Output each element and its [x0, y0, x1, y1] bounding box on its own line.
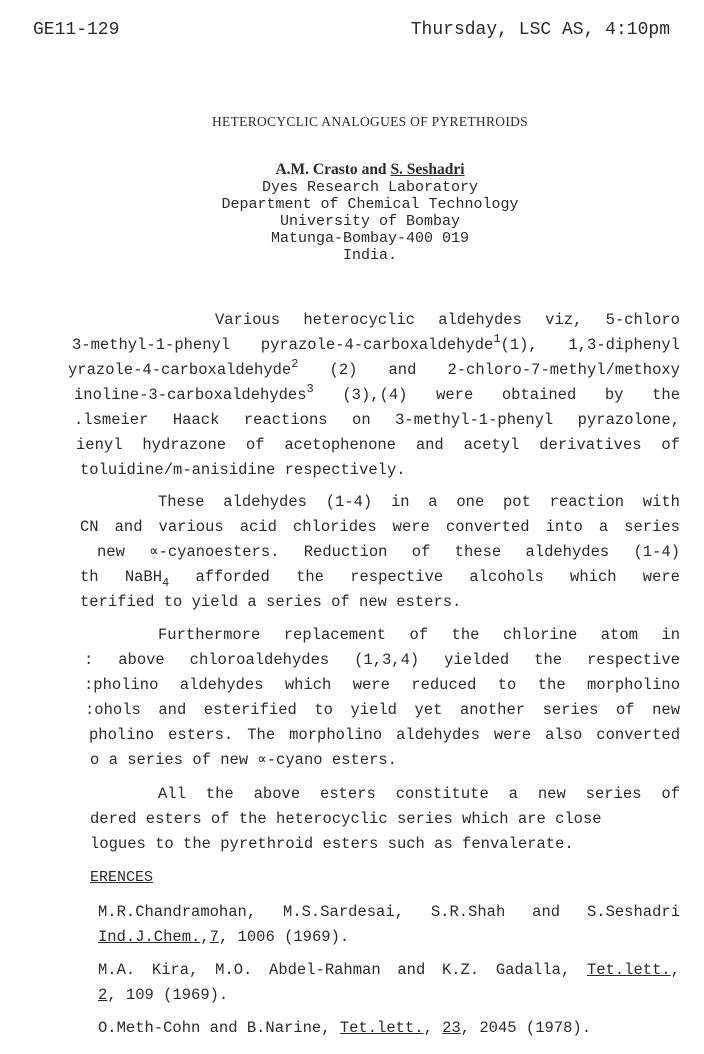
body-line: [90, 808, 680, 830]
text-segment: All the above esters constitute a new series of: [158, 785, 680, 803]
text-segment: 7: [209, 928, 219, 946]
affiliation-line: India.: [342, 247, 397, 264]
paper-title: HETEROCYCLIC ANALOGUES OF PYRETHROIDS: [212, 114, 528, 129]
body-line: [97, 541, 680, 563]
body-line: [90, 833, 680, 855]
body-line: [80, 566, 680, 588]
reference-superscript: 3: [306, 382, 314, 396]
affiliation-line: Dyes Research Laboratory: [261, 179, 479, 196]
body-line: [84, 649, 680, 671]
text-segment: (2) and 2-chloro-7-methyl/methoxy: [298, 361, 680, 379]
text-segment: (1), 1,3-diphenyl: [500, 336, 680, 354]
text-segment: O.Meth-Cohn and B.Narine,: [98, 1019, 340, 1037]
text-segment: 3-methyl-1-phenyl pyrazole-4-carboxaldehyde: [72, 336, 494, 354]
abstract-code: GE11-129: [33, 20, 120, 40]
reference-line: [98, 1017, 680, 1039]
text-segment: (3),(4) were obtained by the: [313, 386, 680, 404]
body-line: [215, 309, 680, 331]
body-line: [80, 516, 680, 538]
text-segment: Tet.lett.: [586, 961, 671, 979]
text-segment: Furthermore replacement of the chlorine atom in: [158, 626, 680, 644]
text-segment: , 2045 (1978).: [460, 1019, 592, 1037]
body-line: [74, 409, 680, 431]
affiliation-line: Matunga-Bombay-400 019: [270, 230, 470, 247]
text-segment: : above chloroaldehydes (1,3,4) yielded the respective: [84, 651, 680, 669]
body-line: [80, 591, 680, 613]
text-segment: :pholino aldehydes which were reduced to the morpholino: [84, 676, 680, 694]
text-segment: ,: [423, 1019, 443, 1037]
text-segment: ienyl hydrazone of acetophenone and acetyl derivatives of: [76, 436, 680, 454]
text-segment: 2: [98, 986, 108, 1004]
authors-and: and: [357, 161, 391, 178]
text-segment: M.R.Chandramohan, M.S.Sardesai, S.R.Shah and S.Seshadri: [98, 903, 680, 921]
author-2: S. Seshadri: [390, 161, 465, 178]
text-segment: , 1006 (1969).: [218, 928, 350, 946]
session-info: Thursday, LSC AS, 4:10pm: [410, 20, 670, 40]
body-line: [76, 434, 680, 456]
text-segment: These aldehydes (1-4) in a one pot reaction with: [158, 493, 680, 511]
text-segment: inoline-3-carboxaldehydes: [74, 386, 307, 404]
text-segment: terified to yield a series of new esters.: [80, 593, 462, 611]
text-segment: Tet.lett.: [339, 1019, 424, 1037]
body-line: [90, 749, 680, 771]
text-segment: new ∝-cyanoesters. Reduction of these aldehydes (1-4): [97, 543, 680, 561]
text-segment: logues to the pyrethroid esters such as fenvalerate.: [90, 835, 574, 853]
body-line: [89, 724, 680, 746]
body-line: [84, 674, 680, 696]
text-segment: Ind.J.Chem.: [98, 928, 201, 946]
body-line: [68, 359, 680, 381]
reference-line: [98, 959, 680, 981]
references-heading: ERENCES: [90, 869, 154, 886]
affiliation-line: Department of Chemical Technology: [221, 196, 519, 213]
body-line: [74, 384, 680, 406]
reference-line: [98, 926, 680, 948]
text-segment: o a series of new ∝-cyano esters.: [90, 751, 397, 769]
text-segment: Various heterocyclic aldehydes viz, 5-chloro: [215, 311, 680, 329]
text-segment: afforded the respective alcohols which were: [169, 568, 680, 586]
subscript: 4: [162, 576, 170, 590]
text-segment: M.A. Kira, M.O. Abdel-Rahman and K.Z. Gadalla,: [98, 961, 587, 979]
text-segment: CN and various acid chlorides were converted into a series: [80, 518, 680, 536]
authors: [0, 161, 704, 179]
author-1: A.M. Crasto: [275, 161, 358, 178]
body-line: [80, 459, 680, 481]
body-line: [158, 491, 680, 513]
body-line: [158, 783, 680, 805]
reference-superscript: 2: [291, 357, 299, 371]
text-segment: th NaBH: [80, 568, 163, 586]
body-line: [72, 334, 680, 356]
text-segment: .lsmeier Haack reactions on 3-methyl-1-phenyl pyrazolone,: [74, 411, 680, 429]
text-segment: toluidine/m-anisidine respectively.: [80, 461, 406, 479]
text-segment: pholino esters. The morpholino aldehydes were also converted: [89, 726, 680, 744]
text-segment: ,: [670, 961, 680, 979]
text-segment: 23: [442, 1019, 461, 1037]
text-segment: ,: [200, 928, 210, 946]
text-segment: :ohols and esterified to yield yet another series of new: [85, 701, 680, 719]
text-segment: yrazole-4-carboxaldehyde: [68, 361, 292, 379]
body-line: [158, 624, 680, 646]
reference-line: [98, 901, 680, 923]
affiliation-line: University of Bombay: [279, 213, 461, 230]
text-segment: dered esters of the heterocyclic series which are close: [90, 810, 602, 828]
body-line: [85, 699, 680, 721]
reference-line: [98, 984, 680, 1006]
reference-superscript: 1: [493, 332, 501, 346]
text-segment: , 109 (1969).: [107, 986, 229, 1004]
